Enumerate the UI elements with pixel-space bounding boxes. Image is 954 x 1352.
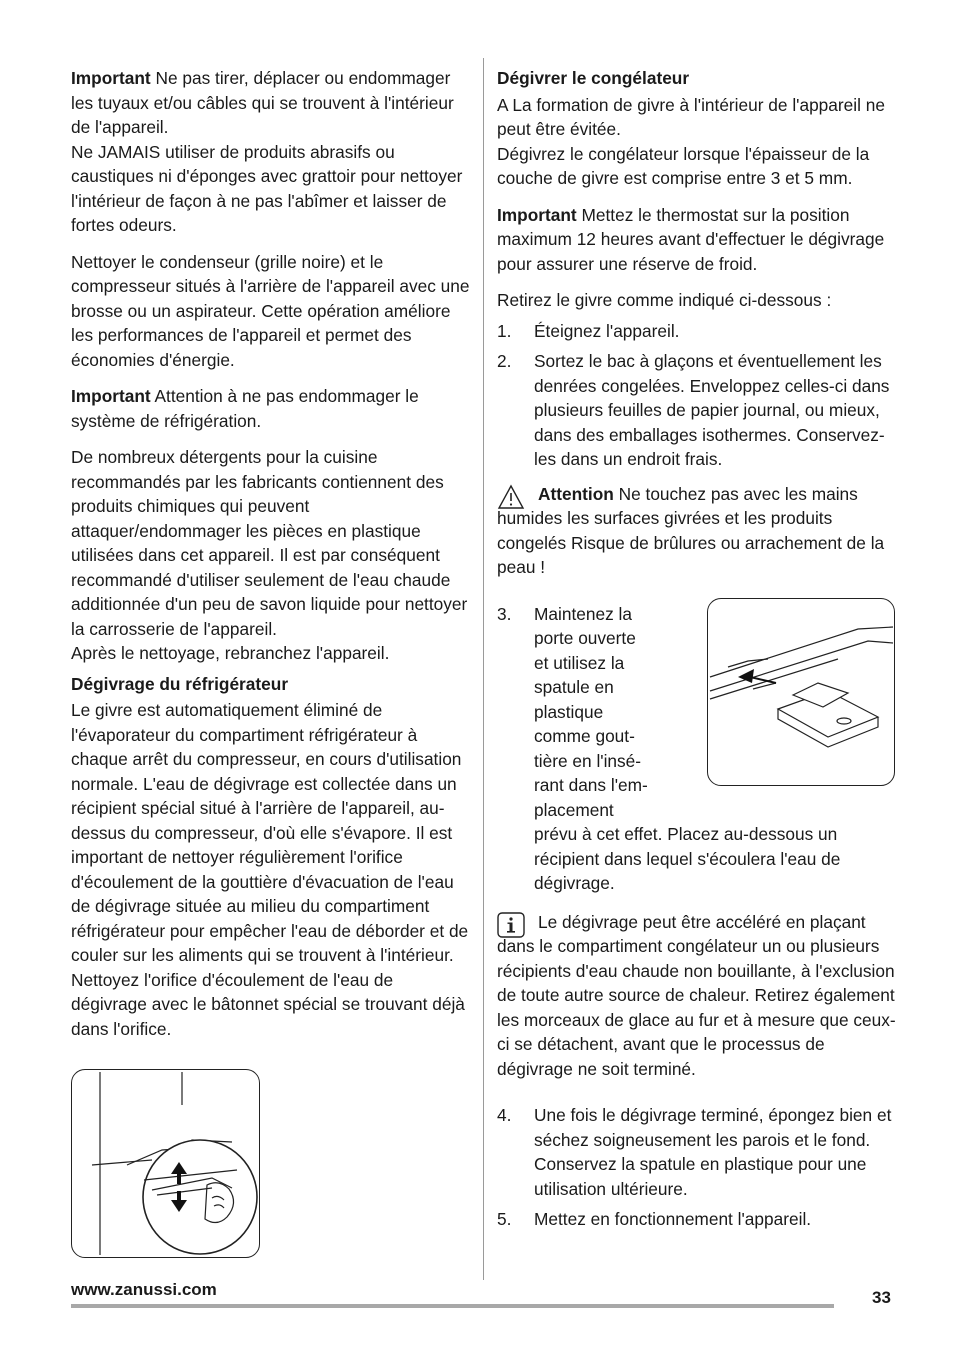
paragraph-remove-frost-intro: Retirez le givre comme indiqué ci-dessous : bbox=[497, 290, 832, 310]
paragraph-important-cables bbox=[71, 66, 471, 238]
list-item bbox=[497, 319, 897, 344]
list-item bbox=[497, 349, 897, 472]
scraper-illustration bbox=[707, 598, 895, 786]
list-item bbox=[497, 1207, 897, 1232]
info-icon bbox=[497, 912, 525, 945]
paragraph-text: A La formation de givre à l'intérieur de l'appareil ne peut être évitée. bbox=[497, 94, 885, 139]
paragraph-frost-formation bbox=[497, 93, 897, 191]
left-column bbox=[71, 66, 471, 1053]
column-divider bbox=[483, 58, 484, 1280]
step-text: plastique bbox=[534, 701, 604, 722]
step-text: placement bbox=[534, 799, 614, 820]
info-note bbox=[497, 910, 897, 1082]
right-column bbox=[497, 66, 897, 1242]
paragraph-condenser: Nettoyer le condenseur (grille noire) et le compresseur situés à l'arrière de l'appareil avec une brosse ou un aspirateur. Cette opération améliore les performances de l'appareil et permet des économies d'énergie. bbox=[71, 251, 470, 370]
step-text: spatule en bbox=[534, 677, 614, 697]
step-text: et utilisez la bbox=[534, 652, 625, 673]
fridge-drain-drawing bbox=[72, 1070, 259, 1257]
step-text: Une fois le dégivrage terminé, épongez bien et séchez soigneusement les parois et le fond. Conservez la spatule en plastique pour une utilisation ultérieure. bbox=[534, 1105, 892, 1199]
step-text: Maintenez la bbox=[534, 603, 632, 624]
important-label: Important bbox=[71, 68, 151, 88]
important-label: Important bbox=[71, 386, 151, 406]
step-text: tière en l'insé- bbox=[534, 750, 642, 771]
step-text: porte ouverte bbox=[534, 628, 636, 648]
page-number: 33 bbox=[872, 1288, 891, 1307]
paragraph-text: Ne JAMAIS utiliser de produits abrasifs ou caustiques ni d'éponges avec grattoir pour nettoyer l'intérieur de façon à ne pas l'abîmer et laisser de fortes odeurs. bbox=[71, 141, 463, 235]
paragraph-important-refrigeration bbox=[71, 384, 471, 433]
important-label: Important bbox=[497, 204, 577, 225]
step-3-narrow-text bbox=[534, 602, 704, 823]
step-3 bbox=[497, 602, 897, 896]
step-text: Sortez le bac à glaçons et éventuellement les denrées congelées. Enveloppez celles-ci dans plusieurs feuilles de papier journal, ou mieux, dans des emballages isothermes. Conservez-les dans un endroit frais. bbox=[534, 351, 890, 469]
warning-triangle-icon bbox=[497, 484, 525, 517]
paragraph-text: Mettez le thermostat sur la position maximum 12 heures avant d'effectuer le dégivrage pour assurer une réserve de froid. bbox=[497, 204, 885, 274]
paragraph-text: De nombreux détergents pour la cuisine recommandés par les fabricants contiennent des produits chimiques qui peuvent attaquer/endommager les pièces en plastique utilisées dans cet appareil. Il est par conséquent recommandé d'utiliser seulement de l'eau chaude additionnée d'un peu de savon liquide pour nettoyer la carrosserie de l'appareil. bbox=[71, 447, 468, 639]
steps-list-a bbox=[497, 319, 897, 472]
step-number: 1. bbox=[497, 320, 512, 341]
warning-text: Ne touchez pas avec les mains humides les surfaces givrées et les produits congelés Risque de brûlures ou arrachement de la peau ! bbox=[497, 483, 885, 577]
step-text: prévu à cet effet. Placez au-dessous un récipient dans lequel s'écoulera l'eau de dégivrage. bbox=[534, 824, 841, 893]
info-text: Le dégivrage peut être accéléré en plaçant dans le compartiment congélateur un ou plusieurs récipients d'eau chaude non bouillante, à l'exclusion de toute autre source de chaleur. Retirez également les morceaux de glace au fur et à mesure que ceux-ci se détachent, avant que le processus de dégivrage ne soit terminé. bbox=[497, 911, 896, 1079]
paragraph-important-thermostat bbox=[497, 203, 897, 277]
step-text: Mettez en fonctionnement l'appareil. bbox=[534, 1209, 812, 1229]
list-item bbox=[497, 1103, 897, 1201]
paragraph-text: Attention à ne pas endommager le système de réfrigération. bbox=[71, 386, 419, 431]
step-number: 4. bbox=[497, 1105, 512, 1125]
paragraph-text: Dégivrez le congélateur lorsque l'épaisseur de la couche de givre est comprise entre 3 et 5 mm. bbox=[497, 143, 870, 188]
paragraph-text: Après le nettoyage, rebranchez l'appareil. bbox=[71, 643, 390, 663]
fridge-drain-illustration bbox=[71, 1069, 260, 1258]
footer-website-link[interactable]: www.zanussi.com bbox=[71, 1280, 217, 1299]
step-text: Éteignez l'appareil. bbox=[534, 320, 680, 341]
steps-list-b bbox=[497, 1103, 897, 1232]
paragraph-text: Ne pas tirer, déplacer ou endommager les tuyaux et/ou câbles qui se trouvent à l'intérieur de l'appareil. bbox=[71, 68, 454, 137]
step-number: 5. bbox=[497, 1209, 512, 1229]
step-text: comme gout- bbox=[534, 726, 635, 746]
warning-note bbox=[497, 482, 897, 580]
heading-defrost-freezer: Dégivrer le congélateur bbox=[497, 68, 690, 88]
paragraph-defrost-fridge: Le givre est automatiquement éliminé de l'évaporateur du compartiment réfrigérateur à chaque arrêt du compresseur, en cours d'utilisation normale. L'eau de dégivrage est collectée dans un récipient spécial situé à l'arrière de l'appareil, au-dessus du compresseur, d'où elle s'évapore. Il est important de nettoyer régulièrement l'orifice d'écoulement de la gouttière d'évacuation de l'eau de dégivrage située au milieu du compartiment réfrigérateur pour empêcher l'eau de déborder et de couler sur les aliments qui se trouvent à l'intérieur. Nettoyez l'orifice d'écoulement de l'eau de dégivrage avec le bâtonnet spécial se trouvant déjà dans l'orifice. bbox=[71, 700, 469, 1039]
paragraph-detergents bbox=[71, 445, 471, 666]
scraper-drawing bbox=[708, 599, 894, 785]
heading-defrost-fridge: Dégivrage du réfrigérateur bbox=[71, 673, 289, 694]
step-text: rant dans l'em- bbox=[534, 775, 648, 795]
footer-rule bbox=[71, 1304, 834, 1308]
step-number: 2. bbox=[497, 351, 512, 371]
step-number: 3. bbox=[497, 603, 512, 624]
attention-label: Attention bbox=[538, 483, 614, 504]
